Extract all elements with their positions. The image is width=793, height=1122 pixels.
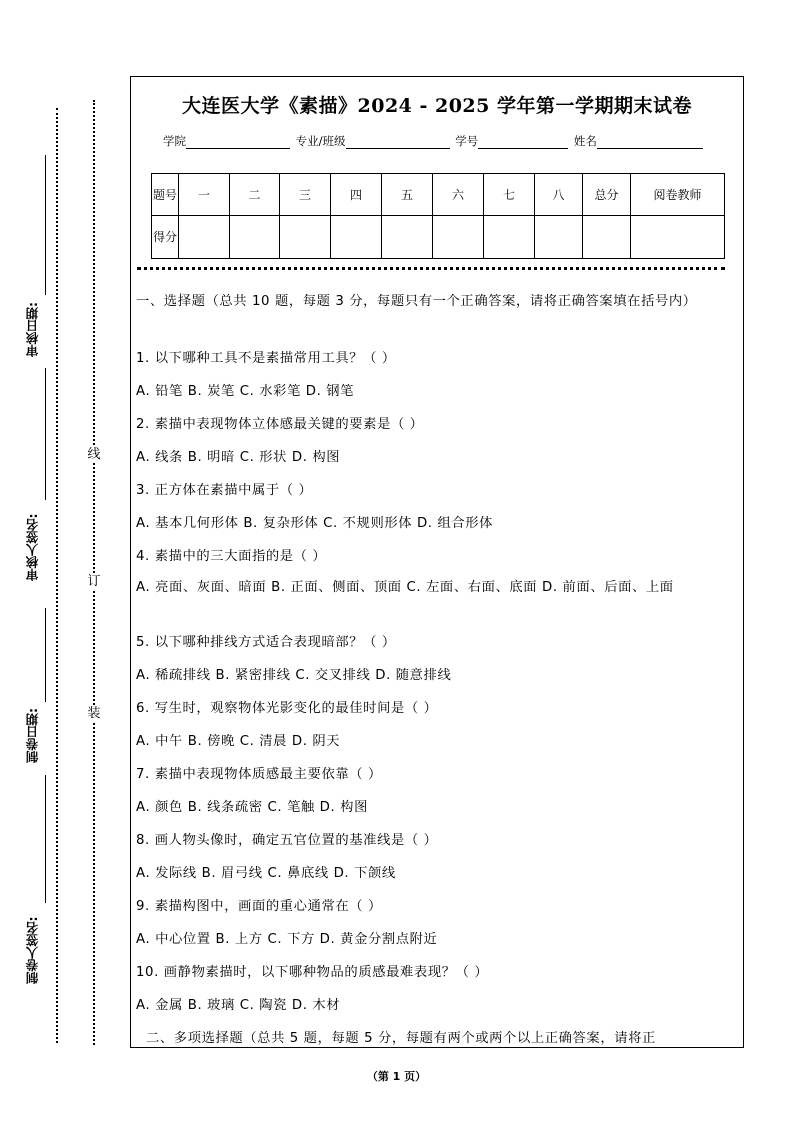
score-cell-4[interactable] <box>331 216 382 259</box>
question-4: 4. 素描中的三大面指的是（ ） <box>136 549 327 564</box>
binding-char-ding: 订 <box>87 574 101 589</box>
question-3: 3. 正方体在素描中属于（ ） <box>136 483 313 498</box>
binding-dotted-line-outer <box>56 108 58 1043</box>
question-8: 8. 画人物头像时，确定五官位置的基准线是（ ） <box>136 833 438 848</box>
college-blank[interactable] <box>186 136 290 149</box>
score-cell-total[interactable] <box>583 216 631 259</box>
score-cell-6[interactable] <box>433 216 484 259</box>
question-7-options: A. 颜色 B. 线条疏密 C. 笔触 D. 构图 <box>136 800 368 815</box>
question-1: 1. 以下哪种工具不是素描常用工具？（ ） <box>136 351 396 366</box>
page-number: （第 1 页） <box>366 1070 427 1083</box>
exam-frame <box>130 76 744 1048</box>
question-3-options: A. 基本几何形体 B. 复杂形体 C. 不规则形体 D. 组合形体 <box>136 516 494 531</box>
header-cell-4: 四 <box>331 174 382 216</box>
header-cell-3: 三 <box>280 174 331 216</box>
name-label: 姓名 <box>573 134 597 148</box>
header-cell-2: 二 <box>230 174 280 216</box>
student-id-blank[interactable] <box>478 136 568 149</box>
question-8-options: A. 发际线 B. 眉弓线 C. 鼻底线 D. 下颌线 <box>136 866 396 881</box>
header-cell-total: 总分 <box>583 174 631 216</box>
binding-char-zhuang: 装 <box>87 706 101 721</box>
major-class-label: 专业/班级 <box>295 134 346 148</box>
preparer-signature-blank[interactable] <box>45 775 46 903</box>
name-blank[interactable] <box>597 136 703 149</box>
score-table-header-row <box>152 174 725 216</box>
question-9: 9. 素描构图中，画面的重心通常在（ ） <box>136 899 382 914</box>
reviewer-signature-blank[interactable] <box>45 368 46 500</box>
question-10-options: A. 金属 B. 玻璃 C. 陶瓷 D. 木材 <box>136 998 341 1013</box>
binding-dotted-line-inner <box>93 100 95 1045</box>
college-label: 学院 <box>163 134 186 148</box>
question-4-options: A. 亮面、灰面、暗面 B. 正面、侧面、顶面 C. 左面、右面、底面 D. 前面、后面、上面 <box>136 580 674 595</box>
question-6: 6. 写生时，观察物体光影变化的最佳时间是（ ） <box>136 701 438 716</box>
question-2-options: A. 线条 B. 明暗 C. 形状 D. 构图 <box>136 450 341 465</box>
header-cell-grader: 阅卷教师 <box>631 174 725 216</box>
question-2: 2. 素描中表现物体立体感最关键的要素是（ ） <box>136 417 424 432</box>
student-id-label: 学号 <box>455 134 479 148</box>
review-date-blank[interactable] <box>45 155 46 295</box>
header-cell-1: 一 <box>179 174 230 216</box>
score-cell-2[interactable] <box>230 216 280 259</box>
exam-title: 大连医大学《素描》2024 - 2025 学年第一学期期末试卷 <box>182 95 692 117</box>
score-cell-1[interactable] <box>179 216 230 259</box>
header-cell-question-no: 题号 <box>152 174 179 216</box>
major-class-blank[interactable] <box>346 136 450 149</box>
question-5: 5. 以下哪种排线方式适合表现暗部？（ ） <box>136 635 396 650</box>
binding-char-xian: 线 <box>87 447 101 462</box>
score-table-score-row <box>152 216 725 259</box>
reviewer-signature-label: 审核人签名: <box>25 513 40 582</box>
score-cell-grader[interactable] <box>631 216 725 259</box>
header-dotted-separator <box>137 267 725 270</box>
score-row-label: 得分 <box>152 216 179 259</box>
section1-heading: 一、选择题（总共 10 题，每题 3 分，每题只有一个正确答案，请将正确答案填在括号内） <box>136 294 697 309</box>
score-cell-5[interactable] <box>382 216 433 259</box>
question-9-options: A. 中心位置 B. 上方 C. 下方 D. 黄金分割点附近 <box>136 932 438 947</box>
preparer-signature-label: 制卷人签名: <box>25 916 40 985</box>
header-cell-5: 五 <box>382 174 433 216</box>
header-cell-7: 七 <box>484 174 535 216</box>
student-info-row <box>163 133 705 149</box>
header-cell-8: 八 <box>535 174 583 216</box>
header-cell-6: 六 <box>433 174 484 216</box>
question-5-options: A. 稀疏排线 B. 紧密排线 C. 交叉排线 D. 随意排线 <box>136 668 452 683</box>
score-table <box>151 173 725 259</box>
question-7: 7. 素描中表现物体质感最主要依靠（ ） <box>136 767 382 782</box>
prep-date-blank[interactable] <box>45 608 46 702</box>
question-6-options: A. 中午 B. 傍晚 C. 清晨 D. 阴天 <box>136 734 341 749</box>
section2-heading: 二、多项选择题（总共 5 题，每题 5 分，每题有两个或两个以上正确答案，请将正 <box>146 1031 656 1046</box>
question-1-options: A. 铅笔 B. 炭笔 C. 水彩笔 D. 钢笔 <box>136 384 355 399</box>
score-cell-3[interactable] <box>280 216 331 259</box>
prep-date-label: 制卷日期: <box>25 708 40 764</box>
score-cell-7[interactable] <box>484 216 535 259</box>
question-10: 10. 画静物素描时，以下哪种物品的质感最难表现？（ ） <box>136 965 489 980</box>
review-date-label: 审核日期: <box>25 302 40 358</box>
score-cell-8[interactable] <box>535 216 583 259</box>
